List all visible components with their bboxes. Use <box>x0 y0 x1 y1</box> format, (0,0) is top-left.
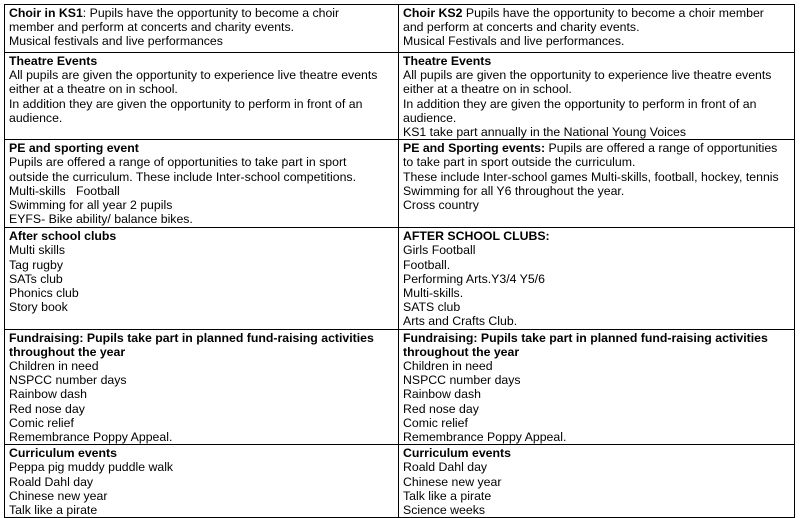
cell-line: Roald Dahl day <box>403 460 488 475</box>
cell-heading: Choir KS2 <box>403 6 463 20</box>
fundraising-ks2-cell <box>399 329 795 445</box>
cell-line: Multi-skills. <box>403 286 464 301</box>
cell-heading-line <box>9 6 394 20</box>
cell-heading-rest: : Pupils have the opportunity to become a choir <box>82 6 340 20</box>
choir-ks2-cell <box>399 5 795 53</box>
cell-line: either at a theatre on in school. <box>403 82 572 97</box>
cell-heading-rest: Pupils have the opportunity to become a choir member <box>462 6 764 20</box>
theatre-ks1-cell <box>5 53 399 140</box>
cell-heading: Curriculum events <box>9 446 117 461</box>
cell-line: All pupils are given the opportunity to experience live theatre events <box>403 68 772 83</box>
cell-line: Tag rugby <box>9 257 64 272</box>
cell-heading: Theatre Events <box>9 54 98 68</box>
cell-line: These include Inter-school games Multi-skills, football, hockey, tennis <box>403 169 779 184</box>
cell-line: member and perform at concerts and charity events. <box>9 20 295 35</box>
curriculum-ks1-cell <box>5 445 399 518</box>
cell-line: Arts and Crafts Club. <box>403 314 518 329</box>
cell-line: audience. <box>403 110 457 125</box>
cell-line: outside the curriculum. These include Inter-school competitions. <box>9 169 356 184</box>
cell-line: Phonics club <box>9 286 79 301</box>
clubs-ks2-cell <box>399 228 795 329</box>
cell-heading: PE and Sporting events: <box>403 141 546 156</box>
cell-line: NSPCC number days <box>9 373 127 388</box>
cell-heading: Choir in KS1 <box>9 6 83 20</box>
cell-line: either at a theatre on in school. <box>9 82 178 97</box>
cell-line: Remembrance Poppy Appeal. <box>403 430 567 445</box>
cell-heading-line <box>403 141 790 155</box>
cell-line: Girls Football <box>403 243 476 258</box>
cell-line: SATs club <box>9 271 63 286</box>
cell-line: Swimming for all year 2 pupils <box>9 198 173 213</box>
cell-line: Rainbow dash <box>403 387 481 402</box>
curriculum-ks2-cell <box>399 445 795 518</box>
cell-heading-rest: Pupils are offered a range of opportunities <box>545 141 778 156</box>
table-row <box>5 140 795 228</box>
cell-heading: Fundraising: Pupils take part in planned fund-raising activities <box>9 330 374 345</box>
cell-line: Cross country <box>403 198 479 213</box>
cell-line: Talk like a pirate <box>9 503 98 518</box>
cell-line: Remembrance Poppy Appeal. <box>9 430 173 445</box>
cell-line: audience. <box>9 110 63 125</box>
cell-line: Talk like a pirate <box>403 488 492 503</box>
cell-line: Rainbow dash <box>9 387 87 402</box>
cell-line: Multi skills <box>9 243 66 258</box>
cell-line: Red nose day <box>9 401 85 416</box>
cell-line: Science weeks <box>403 503 486 518</box>
cell-line: to take part in sport outside the curriculum. <box>403 155 636 170</box>
cell-heading: Theatre Events <box>403 54 492 68</box>
theatre-ks2-cell <box>399 53 795 140</box>
cell-heading-cont: throughout the year <box>9 344 126 359</box>
cell-heading: PE and sporting event <box>9 141 139 156</box>
cell-line: EYFS- Bike ability/ balance bikes. <box>9 212 193 227</box>
cell-heading: Curriculum events <box>403 446 511 461</box>
cell-line: and perform at concerts and charity events. <box>403 20 640 35</box>
cell-heading-cont: throughout the year <box>403 344 520 359</box>
cell-heading: After school clubs <box>9 229 117 244</box>
cell-line: NSPCC number days <box>403 373 521 388</box>
cell-line: Story book <box>9 300 68 315</box>
cell-line: Peppa pig muddy puddle walk <box>9 460 174 475</box>
cell-line: Chinese new year <box>403 474 502 489</box>
cell-line: In addition they are given the opportunity to perform in front of an <box>403 96 757 111</box>
cell-line: Musical festivals and live performances <box>9 34 223 49</box>
cell-line: Children in need <box>403 359 493 374</box>
cell-heading-line <box>403 6 790 20</box>
clubs-ks1-cell <box>5 228 399 329</box>
choir-ks1-cell <box>5 5 399 53</box>
cell-line: Red nose day <box>403 401 479 416</box>
cell-line: Roald Dahl day <box>9 474 94 489</box>
cell-line: Comic relief <box>9 415 74 430</box>
cell-line: Football. <box>403 257 451 272</box>
cell-line: Performing Arts.Y3/4 Y5/6 <box>403 271 545 286</box>
table-row <box>5 5 795 53</box>
cell-line: Swimming for all Y6 throughout the year. <box>403 183 625 198</box>
cell-line: Comic relief <box>403 415 468 430</box>
table-row <box>5 53 795 140</box>
cell-line: All pupils are given the opportunity to experience live theatre events <box>9 68 378 83</box>
cell-heading: AFTER SCHOOL CLUBS: <box>403 229 550 244</box>
enrichment-table <box>4 4 795 518</box>
cell-line: Pupils are offered a range of opportunities to take part in sport <box>9 155 347 170</box>
fundraising-ks1-cell <box>5 329 399 445</box>
cell-line: SATS club <box>403 300 461 315</box>
table-row <box>5 228 795 329</box>
cell-line: Musical Festivals and live performances. <box>403 34 625 49</box>
pe-ks1-cell <box>5 140 399 228</box>
cell-line: Children in need <box>9 359 99 374</box>
cell-line: In addition they are given the opportunity to perform in front of an <box>9 96 363 111</box>
table-row <box>5 329 795 445</box>
cell-line: Multi-skills Football <box>9 183 120 198</box>
cell-line: Chinese new year <box>9 488 108 503</box>
pe-ks2-cell <box>399 140 795 228</box>
cell-heading: Fundraising: Pupils take part in planned fund-raising activities <box>403 330 768 345</box>
cell-line: KS1 take part annually in the National Young Voices <box>403 125 687 140</box>
table-row <box>5 445 795 518</box>
